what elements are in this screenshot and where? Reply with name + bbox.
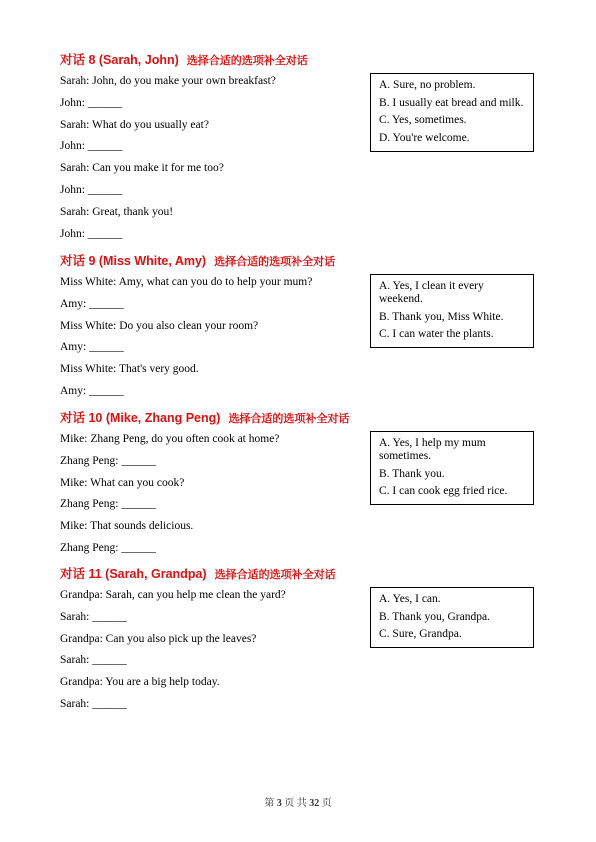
dialog-section-9 [60,254,540,406]
dialog-line: Sarah: ______ [60,697,127,710]
option-item: A. Yes, I help my mum sometimes. [379,437,486,462]
dialog-heading: 对话 11 (Sarah, Grandpa) [60,567,207,581]
dialog-line: Zhang Peng: ______ [60,498,156,511]
dialog-line: John: ______ [60,96,123,109]
dialog-line: Miss White: Do you also clean your room? [60,319,259,332]
dialog-line: Grandpa: Sarah, can you help me clean the yard? [60,589,286,601]
dialog-line: John: ______ [60,140,123,153]
dialog-line: Amy: ______ [60,297,124,310]
dialog-title [60,567,540,582]
option-item: C. Sure, Grandpa. [379,628,462,640]
option-item: A. Sure, no problem. [379,79,476,91]
dialog-line: Miss White: Amy, what can you do to help your mum? [60,276,313,288]
dialog-instruction: 选择合适的选项补全对话 [214,255,336,268]
dialog-line: Sarah: ______ [60,610,127,623]
dialog-title [60,411,540,426]
option-item: D. You're welcome. [379,131,470,144]
dialog-title [60,254,540,269]
options-box [370,431,534,505]
dialog-heading: 对话 10 (Mike, Zhang Peng) [60,411,221,425]
dialog-line: Zhang Peng: ______ [60,454,156,467]
dialog-line: Sarah: Great, thank you! [60,205,174,218]
dialog-line: Amy: ______ [60,384,124,397]
dialog-section-8 [60,53,540,248]
dialog-line: Mike: That sounds delicious. [60,520,194,533]
option-item: B. Thank you, Grandpa. [379,610,490,623]
dialog-line: Amy: ______ [60,341,124,354]
total-page-number: 32 [309,798,320,809]
dialog-section-10 [60,411,540,563]
options-box [370,274,534,348]
dialog-line: John: ______ [60,227,123,240]
dialog-heading: 对话 8 (Sarah, John) [60,53,179,67]
option-item: B. I usually eat bread and milk. [379,96,524,109]
option-item: A. Yes, I clean it every weekend. [379,280,484,305]
current-page-number: 3 [276,798,282,809]
option-item: C. I can water the plants. [379,328,494,340]
option-item: A. Yes, I can. [379,593,441,605]
dialog-line: Grandpa: You are a big help today. [60,676,220,689]
dialog-section-11 [60,567,540,719]
dialog-instruction: 选择合适的选项补全对话 [186,54,308,67]
dialog-line: Zhang Peng: ______ [60,541,156,554]
option-item: C. Yes, sometimes. [379,114,467,126]
dialog-instruction: 选择合适的选项补全对话 [228,412,350,425]
dialog-line: Mike: What can you cook? [60,476,185,489]
dialog-line: John: ______ [60,183,123,196]
dialog-title [60,53,540,68]
dialog-line: Mike: Zhang Peng, do you often cook at home? [60,433,280,445]
option-item: B. Thank you, Miss White. [379,310,504,323]
dialog-heading: 对话 9 (Miss White, Amy) [60,254,207,268]
options-box [370,587,534,648]
options-box [370,73,534,152]
footer-suffix: 页 [321,798,332,809]
dialog-instruction: 选择合适的选项补全对话 [214,568,336,581]
option-item: B. Thank you. [379,467,445,480]
dialog-line: Miss White: That's very good. [60,363,199,376]
footer-prefix: 第 [264,798,275,809]
page-footer [0,794,596,809]
dialog-line: Sarah: Can you make it for me too? [60,162,224,175]
dialog-line: Sarah: What do you usually eat? [60,118,209,131]
dialog-line: Sarah: John, do you make your own breakfast? [60,75,276,87]
dialog-line: Sarah: ______ [60,654,127,667]
dialog-line: Grandpa: Can you also pick up the leaves? [60,632,257,645]
footer-middle: 页 共 [284,798,307,809]
option-item: C. I can cook egg fried rice. [379,485,508,497]
